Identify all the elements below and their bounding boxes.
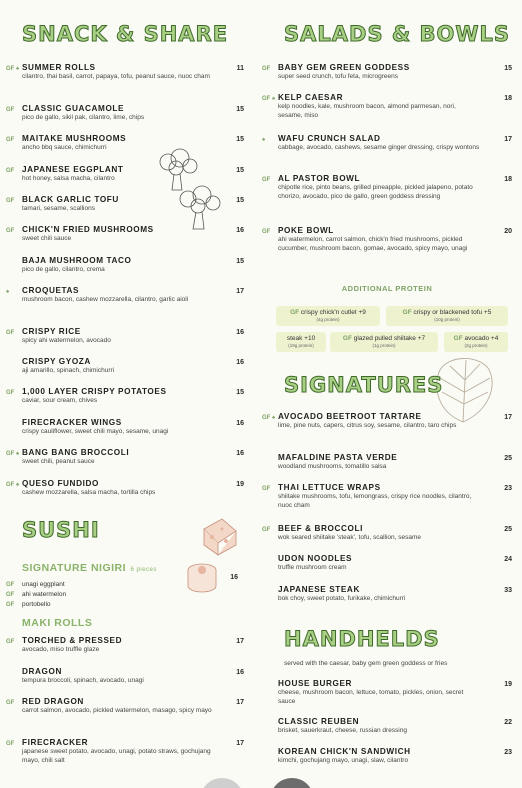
nigiri-option <box>6 590 244 600</box>
item-price: 33 <box>504 587 512 594</box>
item-description: truffle mushroom cream <box>278 564 347 571</box>
item-description: mushroom bacon, cashew mozzarella, cilantro, garlic aioli <box>22 296 189 303</box>
snack-share-title: SNACK & SHARE <box>22 22 229 46</box>
sushi-roll-icon <box>198 515 240 557</box>
item-description: avocado, miso truffle glaze <box>22 646 100 653</box>
protein-label: avocado +4 <box>464 335 499 342</box>
item-price: 24 <box>504 556 512 563</box>
item-name: CRISPY RICE <box>22 327 81 336</box>
item-name: KOREAN CHICK'N SANDWICH <box>278 747 411 756</box>
menu-item <box>262 134 512 152</box>
nigiri-price: 16 <box>230 574 238 581</box>
item-name: FIRECRACKER WINGS <box>22 418 122 427</box>
item-name: JAPANESE EGGPLANT <box>22 165 124 174</box>
dietary-tag: GF <box>262 527 271 533</box>
dietary-tag: GF <box>6 198 15 204</box>
nigiri-pieces: 6 pieces <box>130 567 157 573</box>
sushi-title: SUSHI <box>22 518 100 542</box>
dietary-tag: GF ♠ <box>6 451 20 457</box>
item-name: POKE BOWL <box>278 226 334 235</box>
item-price: 15 <box>504 65 512 72</box>
dietary-tag: GF <box>6 137 15 143</box>
handhelds-title: HANDHELDS <box>284 627 440 651</box>
protein-label: steak +10 <box>286 335 316 342</box>
item-description: kimchi, gochujang mayo, unagi, slaw, cilantro <box>278 757 409 764</box>
dietary-tag: GF <box>6 390 15 396</box>
item-price: 18 <box>504 176 512 183</box>
nigiri-title: SIGNATURE NIGIRI <box>22 562 127 574</box>
item-description: aji amarillo, spinach, chimichurri <box>22 367 115 374</box>
page-indicator-dot[interactable] <box>270 778 314 788</box>
menu-item <box>6 256 244 274</box>
item-price: 16 <box>236 227 244 234</box>
menu-item <box>6 104 244 122</box>
nigiri-option <box>6 580 244 590</box>
item-name: WAFU CRUNCH SALAD <box>278 134 381 143</box>
dietary-tag: GF <box>290 309 300 316</box>
signature-nigiri <box>6 558 244 610</box>
nigiri-option <box>6 600 244 610</box>
item-description: sweet chili sauce <box>22 235 72 242</box>
menu-item <box>6 667 244 685</box>
item-name: QUESO FUNDIDO <box>22 479 99 488</box>
item-description: woodland mushrooms, tomatillo salsa <box>278 463 387 470</box>
nigiri-list <box>6 580 244 610</box>
menu-item <box>6 448 244 466</box>
item-description: super seed crunch, tofu feta, microgreens <box>278 73 398 80</box>
menu-item <box>262 717 512 735</box>
item-name: CRISPY GYOZA <box>22 357 91 366</box>
handhelds-note: served with the caesar, baby gem green goddess or fries <box>284 660 448 667</box>
item-description: chipotle rice, pinto beans, grilled pineapple, pickled jalapeno, potato chorizo, avocado, pico de gallo, green goddess dressing <box>278 184 473 200</box>
item-description: cabbage, avocado, cashews, sesame ginger dressing, crispy wontons <box>278 144 480 151</box>
dietary-tag: GF ♠ <box>6 66 20 72</box>
menu-item <box>6 286 244 304</box>
protein-label: glazed pulled shiitake +7 <box>353 335 426 342</box>
protein-addon <box>386 306 508 326</box>
menu-item <box>6 636 244 654</box>
item-name: CLASSIC REUBEN <box>278 717 360 726</box>
item-price: 17 <box>504 136 512 143</box>
item-price: 18 <box>504 95 512 102</box>
item-description: cilantro, thai basil, carrot, papaya, tofu, peanut sauce, nuoc cham <box>22 73 210 80</box>
dietary-tag: GF <box>6 592 15 598</box>
item-name: TORCHED & PRESSED <box>22 636 123 645</box>
dietary-tag: GF ♠ <box>6 482 20 488</box>
item-description: japanese sweet potato, avocado, unagi, potato straws, gochujang mayo, chili salt <box>22 748 211 764</box>
item-name: BANG BANG BROCCOLI <box>22 448 130 457</box>
item-name: JAPANESE STEAK <box>278 585 360 594</box>
item-description: caviar, sour cream, chives <box>22 397 98 404</box>
item-description: carrot salmon, avocado, pickled watermelon, masago, spicy mayo <box>22 707 212 714</box>
dietary-tag: ♠ <box>6 289 10 295</box>
item-name: 1,000 LAYER CRISPY POTATOES <box>22 387 167 396</box>
item-name: SUMMER ROLLS <box>22 63 96 72</box>
item-price: 23 <box>504 749 512 756</box>
item-description: cheese, mushroom bacon, lettuce, tomato, pickles, onion, secret sauce <box>278 689 464 705</box>
protein-addon <box>276 306 380 326</box>
item-name: AVOCADO BEETROOT TARTARE <box>278 412 422 421</box>
item-price: 19 <box>504 681 512 688</box>
menu-item <box>262 679 512 706</box>
item-price: 20 <box>504 228 512 235</box>
protein-amount: (1g protein) <box>372 343 396 348</box>
protein-amount: (4g protein) <box>316 317 340 322</box>
menu-item <box>262 412 512 430</box>
protein-label: crispy or blackened tofu +5 <box>413 309 492 316</box>
item-price: 16 <box>236 420 244 427</box>
item-description: crispy cauliflower, sweet chili mayo, sesame, unagi <box>22 428 169 435</box>
menu-item <box>262 747 512 765</box>
dietary-tag: GF <box>262 177 271 183</box>
item-price: 19 <box>236 481 244 488</box>
item-price: 17 <box>236 699 244 706</box>
item-price: 25 <box>504 455 512 462</box>
item-description: kelp noodles, kale, mushroom bacon, almond parmesan, nori, sesame, miso <box>278 103 456 119</box>
item-name: AL PASTOR BOWL <box>278 174 361 183</box>
menu-item <box>6 63 244 81</box>
item-description: bok choy, sweet potato, furikake, chimichurri <box>278 595 406 602</box>
item-description: ahi watermelon, carrot salmon, chick'n fried mushrooms, pickled cucumber, mushroom bacon, gomae, avocado, spicy mayo, unagi <box>278 236 468 252</box>
item-price: 22 <box>504 719 512 726</box>
menu-item <box>262 174 512 201</box>
nigiri-label: ahi watermelon <box>22 591 67 598</box>
item-price: 16 <box>236 359 244 366</box>
item-description: spicy ahi watermelon, avocado <box>22 337 111 344</box>
item-name: BLACK GARLIC TOFU <box>22 195 119 204</box>
item-name: MAITAKE MUSHROOMS <box>22 134 127 143</box>
item-price: 23 <box>504 485 512 492</box>
nigiri-label: portobello <box>22 601 51 608</box>
item-description: cashew mozzarella, salsa macha, tortilla chips <box>22 489 156 496</box>
broccoli-icon <box>174 185 224 231</box>
menu-item <box>262 483 512 510</box>
protein-label: crispy chick'n cutlet +9 <box>300 309 366 316</box>
item-description: brisket, sauerkraut, cheese, russian dressing <box>278 727 407 734</box>
menu-item <box>6 479 244 497</box>
item-description: shiitake mushrooms, tofu, lemongrass, crispy rice noodles, cilantro, nuoc cham <box>278 493 472 509</box>
menu-item <box>262 554 512 572</box>
menu-item <box>6 418 244 436</box>
additional-protein-title: ADDITIONAL PROTEIN <box>341 284 433 293</box>
dietary-tag: GF <box>262 66 271 72</box>
dietary-tag: GF <box>453 335 463 342</box>
item-description: wok seared shiitake 'steak', tofu, scallion, sesame <box>278 534 422 541</box>
item-price: 17 <box>504 414 512 421</box>
item-name: FIRECRACKER <box>22 738 89 747</box>
menu-item <box>6 165 244 183</box>
maki-title: MAKI ROLLS <box>22 617 93 629</box>
item-name: DRAGON <box>22 667 62 676</box>
dietary-tag: GF <box>6 330 15 336</box>
item-price: 16 <box>236 669 244 676</box>
item-name: CHICK'N FRIED MUSHROOMS <box>22 225 154 234</box>
dietary-tag: GF ♠ <box>262 415 276 421</box>
item-name: MAFALDINE PASTA VERDE <box>278 453 398 462</box>
dietary-tag: GF <box>262 229 271 235</box>
item-price: 15 <box>236 136 244 143</box>
protein-amount: (10g protein) <box>434 317 460 322</box>
item-description: sweet chili, peanut sauce <box>22 458 95 465</box>
dietary-tag: GF <box>6 107 15 113</box>
protein-amount: (19g protein) <box>288 343 314 348</box>
menu-item <box>262 524 512 542</box>
item-description: pico de gallo, cilantro, crema <box>22 266 105 273</box>
signatures-title: SIGNATURES <box>284 373 444 397</box>
menu-item <box>262 453 512 471</box>
dietary-tag: GF <box>262 486 271 492</box>
protein-addon <box>276 332 326 352</box>
dietary-tag: GF <box>342 335 352 342</box>
item-description: lime, pine nuts, capers, citrus soy, sesame, cilantro, taro chips <box>278 422 457 429</box>
item-price: 15 <box>236 258 244 265</box>
item-name: RED DRAGON <box>22 697 84 706</box>
menu-item <box>6 134 244 152</box>
menu-item <box>6 357 244 375</box>
item-price: 11 <box>236 65 244 72</box>
item-description: hot honey, salsa macha, cilantro <box>22 175 115 182</box>
item-price: 17 <box>236 638 244 645</box>
menu-item <box>6 327 244 345</box>
dietary-tag: GF <box>6 168 15 174</box>
item-price: 15 <box>236 197 244 204</box>
page-indicator-dot[interactable] <box>200 778 244 788</box>
salads-bowls-title: SALADS & BOWLS <box>284 22 511 46</box>
item-price: 17 <box>236 288 244 295</box>
protein-amount: (2g protein) <box>464 343 488 348</box>
menu-item <box>262 585 512 603</box>
item-name: BAJA MUSHROOM TACO <box>22 256 132 265</box>
item-name: THAI LETTUCE WRAPS <box>278 483 381 492</box>
menu-item <box>262 63 512 81</box>
menu-item <box>262 226 512 253</box>
item-name: CROQUETAS <box>22 286 80 295</box>
item-price: 17 <box>236 740 244 747</box>
item-name: KELP CAESAR <box>278 93 344 102</box>
item-price: 15 <box>236 106 244 113</box>
menu-item <box>6 387 244 405</box>
item-price: 15 <box>236 389 244 396</box>
item-name: HOUSE BURGER <box>278 679 353 688</box>
item-name: UDON NOODLES <box>278 554 353 563</box>
menu-item <box>6 738 244 765</box>
menu-item <box>6 697 244 715</box>
protein-addon <box>444 332 508 352</box>
item-name: CLASSIC GUACAMOLE <box>22 104 125 113</box>
item-name: BEEF & BROCCOLI <box>278 524 363 533</box>
item-name: BABY GEM GREEN GODDESS <box>278 63 410 72</box>
item-description: tamari, sesame, scallions <box>22 205 95 212</box>
item-description: ancho bbq sauce, chimichurri <box>22 144 107 151</box>
dietary-tag: GF <box>6 228 15 234</box>
dietary-tag: GF <box>6 741 15 747</box>
protein-addon <box>330 332 438 352</box>
menu-item <box>262 93 512 120</box>
dietary-tag: GF ♠ <box>262 96 276 102</box>
item-price: 16 <box>236 329 244 336</box>
dietary-tag: GF <box>6 582 15 588</box>
nigiri-label: unagi eggplant <box>22 581 65 588</box>
dietary-tag: GF <box>6 639 15 645</box>
dietary-tag: GF <box>6 700 15 706</box>
item-price: 16 <box>236 450 244 457</box>
dietary-tag: ♠ <box>262 137 266 143</box>
item-description: tempura broccoli, spinach, avocado, unagi <box>22 677 144 684</box>
dietary-tag: GF <box>6 602 15 608</box>
item-price: 15 <box>236 167 244 174</box>
dietary-tag: GF <box>402 309 412 316</box>
item-description: pico de gallo, sikil pak, cilantro, lime, chips <box>22 114 145 121</box>
item-price: 25 <box>504 526 512 533</box>
